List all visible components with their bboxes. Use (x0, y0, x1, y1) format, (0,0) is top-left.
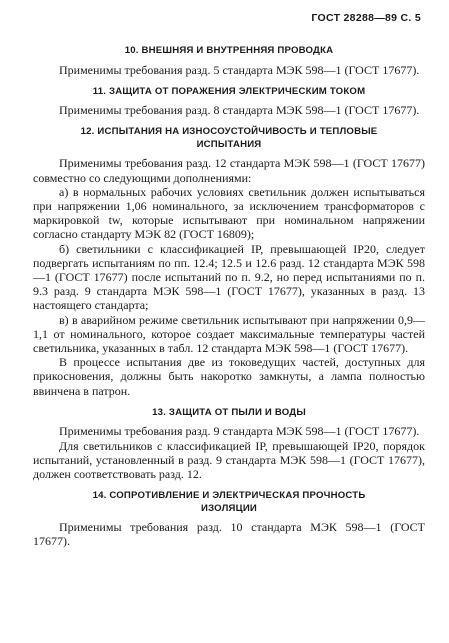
paragraph: Применимы требования разд. 10 стандарта МЭК 598—1 (ГОСТ 17677). (33, 520, 425, 549)
section-title (33, 407, 425, 420)
paragraph: в) в аварийном режиме светильник испытывают при напряжении 0,9—1,1 от номинального, которое создает максимальные температуры частей светильника, указанных в табл. 12 стандарта МЭК 598—1 (ГОСТ 17677). (33, 312, 425, 356)
section-title-line: 13. ЗАЩИТА ОТ ПЫЛИ И ВОДЫ (152, 406, 306, 418)
paragraph: В процессе испытания две из токоведущих частей, доступных для прикосновения, должны быть накоротко замкнуты, а лампа полностью ввинчена в патрон. (33, 355, 425, 398)
paragraph: Применимы требования разд. 9 стандарта МЭК 598—1 (ГОСТ 17677). (59, 424, 420, 439)
paragraph: Применимы требования разд. 8 стандарта МЭК 598—1 (ГОСТ 17677). (59, 103, 420, 118)
paragraph: Для светильников с классификацией IP, превышающей IP20, порядок испытаний, установленный в разд. 9 стандарта МЭК 598—1 (ГОСТ 17677), должен соответствовать разд. 12. (33, 438, 425, 481)
page-header: ГОСТ 28288—89 С. 5 (311, 12, 421, 24)
section-title-line: 10. ВНЕШНЯЯ И ВНУТРЕННЯЯ ПРОВОДКА (124, 45, 334, 56)
section-10 (33, 45, 425, 77)
section-title (33, 86, 425, 99)
section-13 (33, 407, 425, 481)
section-title-line: 14. СОПРОТИВЛЕНИЕ И ЭЛЕКТРИЧЕСКАЯ ПРОЧНОСТЬ (92, 490, 366, 502)
paragraph: а) в нормальных рабочих условиях светильник должен испытываться при напряжении 1,06 номинального, за исключением трансформаторов с маркировкой tw, которые испытывают при номинальном напряжении согласно стандарту МЭК 82 (ГОСТ 16809); (33, 184, 425, 242)
section-title (33, 126, 425, 151)
section-title-line: ИСПЫТАНИЯ (196, 138, 262, 150)
section-title-line: 12. ИСПЫТАНИЯ НА ИЗНОСОУСТОЙЧИВОСТЬ И ТЕПЛОВЫЕ (80, 126, 378, 138)
section-11 (33, 86, 425, 118)
section-14 (33, 490, 425, 548)
section-12 (33, 126, 425, 397)
paragraph: б) светильники с классификацией IP, превышающей IP20, следует подвергать испытаниям по пп. 12.4; 12.5 и 12.6 разд. 12 стандарта МЭК 598—1 (ГОСТ 17677) после испытаний по п. 9.2, но перед испытаниями по п. 9.3 разд. 9 стандарта МЭК 598—1 (ГОСТ 17677), указанных в разд. 13 настоящего стандарта; (33, 241, 425, 313)
section-title-line: 11. ЗАЩИТА ОТ ПОРАЖЕНИЯ ЭЛЕКТРИЧЕСКИМ ТОКОМ (92, 85, 366, 97)
document-body (33, 45, 425, 549)
paragraph: Применимы требования разд. 12 стандарта МЭК 598—1 (ГОСТ 17677) совместно со следующими дополнениями: (33, 156, 425, 185)
section-title (33, 45, 425, 58)
section-title-line: ИЗОЛЯЦИИ (200, 502, 258, 514)
paragraph: Применимы требования разд. 5 стандарта МЭК 598—1 (ГОСТ 17677). (59, 62, 420, 77)
section-title (33, 490, 425, 515)
